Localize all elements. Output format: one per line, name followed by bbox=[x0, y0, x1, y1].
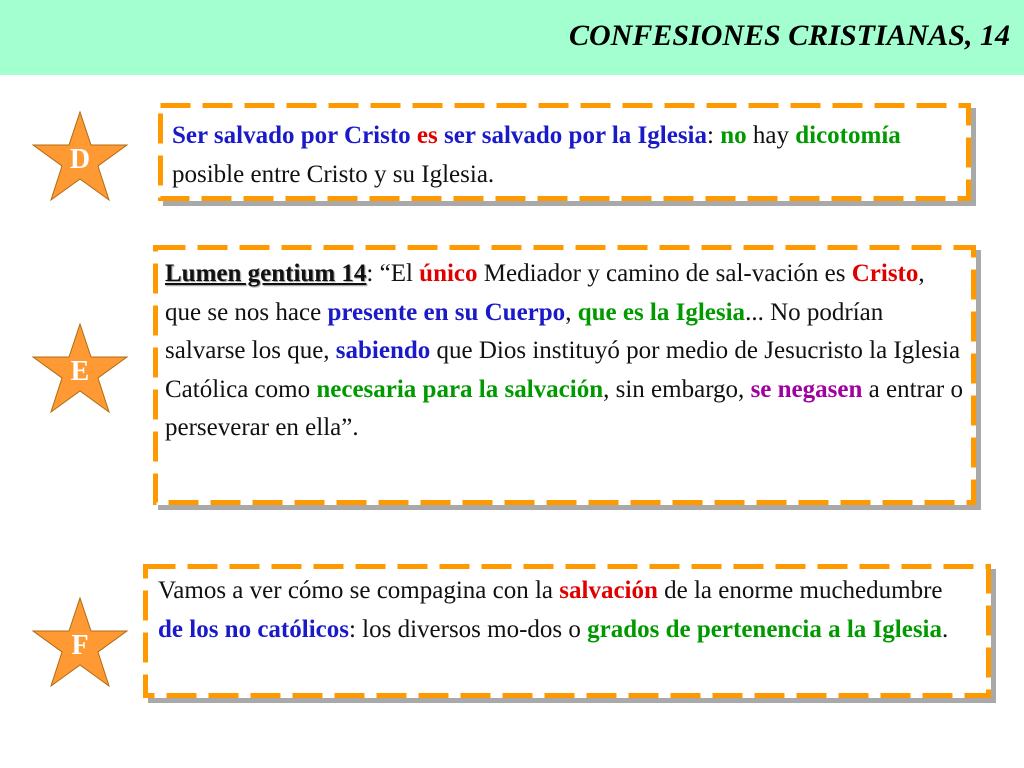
section-letter: E bbox=[70, 356, 90, 387]
section-d-text bbox=[172, 117, 962, 194]
text-segment: Cristo bbox=[851, 260, 919, 287]
text-segment: Lumen gentium 14 bbox=[165, 260, 367, 287]
text-segment: . bbox=[942, 615, 949, 643]
text-segment: necesaria para la salvación bbox=[316, 375, 604, 403]
text-segment: : bbox=[707, 122, 721, 149]
text-segment: ser salvado por la Iglesia bbox=[437, 122, 707, 149]
section-d-box bbox=[158, 103, 971, 201]
text-segment: que es la Iglesia bbox=[577, 298, 746, 326]
text-segment: presente en su Cuerpo bbox=[327, 298, 566, 326]
text-segment: que Dios instituyó por medio de Jesucristo la Iglesia Católica como bbox=[165, 337, 961, 403]
text-segment: : “El bbox=[366, 260, 420, 287]
text-segment: grados de pertenencia a la Iglesia bbox=[587, 615, 943, 643]
text-segment: de la enorme muchedumbre bbox=[657, 577, 943, 604]
header-bar bbox=[0, 0, 1024, 75]
text-segment: se negasen bbox=[750, 375, 863, 403]
text-segment: posible entre Cristo y su Iglesia. bbox=[172, 160, 495, 188]
text-segment: sabiendo bbox=[335, 337, 431, 364]
section-letter: D bbox=[69, 144, 91, 175]
text-segment: salvación bbox=[559, 577, 658, 604]
text-segment: : los diversos mo-dos o bbox=[348, 615, 588, 643]
text-segment: Ser salvado por Cristo bbox=[172, 122, 417, 149]
section-letter: F bbox=[71, 630, 89, 661]
text-segment: es bbox=[416, 122, 438, 149]
text-segment: dicotomía bbox=[795, 122, 901, 149]
text-segment: no bbox=[720, 122, 747, 149]
slide-title: CONFESIONES CRISTIANAS, 14 bbox=[569, 19, 1010, 52]
star-icon bbox=[32, 322, 128, 414]
text-segment: , sin embargo, bbox=[603, 375, 751, 403]
text-segment: , bbox=[565, 298, 578, 326]
star-icon bbox=[32, 110, 128, 202]
section-f-text bbox=[158, 572, 973, 649]
text-segment: ... No podrían salvarse los que, bbox=[165, 298, 884, 364]
text-segment: Vamos a ver cómo se compagina con la bbox=[158, 577, 560, 604]
text-segment: hay bbox=[746, 122, 796, 149]
star-icon bbox=[32, 596, 128, 688]
text-segment: Mediador y camino de sal-vación es bbox=[477, 260, 852, 287]
text-segment: único bbox=[419, 260, 478, 287]
section-e-text bbox=[165, 255, 965, 448]
section-f-box bbox=[143, 564, 991, 698]
text-segment: a entrar o perseverar en ella”. bbox=[165, 375, 964, 441]
text-segment: de los no católicos bbox=[158, 615, 349, 643]
section-e-box bbox=[153, 245, 976, 505]
text-segment: , que se nos hace bbox=[165, 260, 925, 326]
